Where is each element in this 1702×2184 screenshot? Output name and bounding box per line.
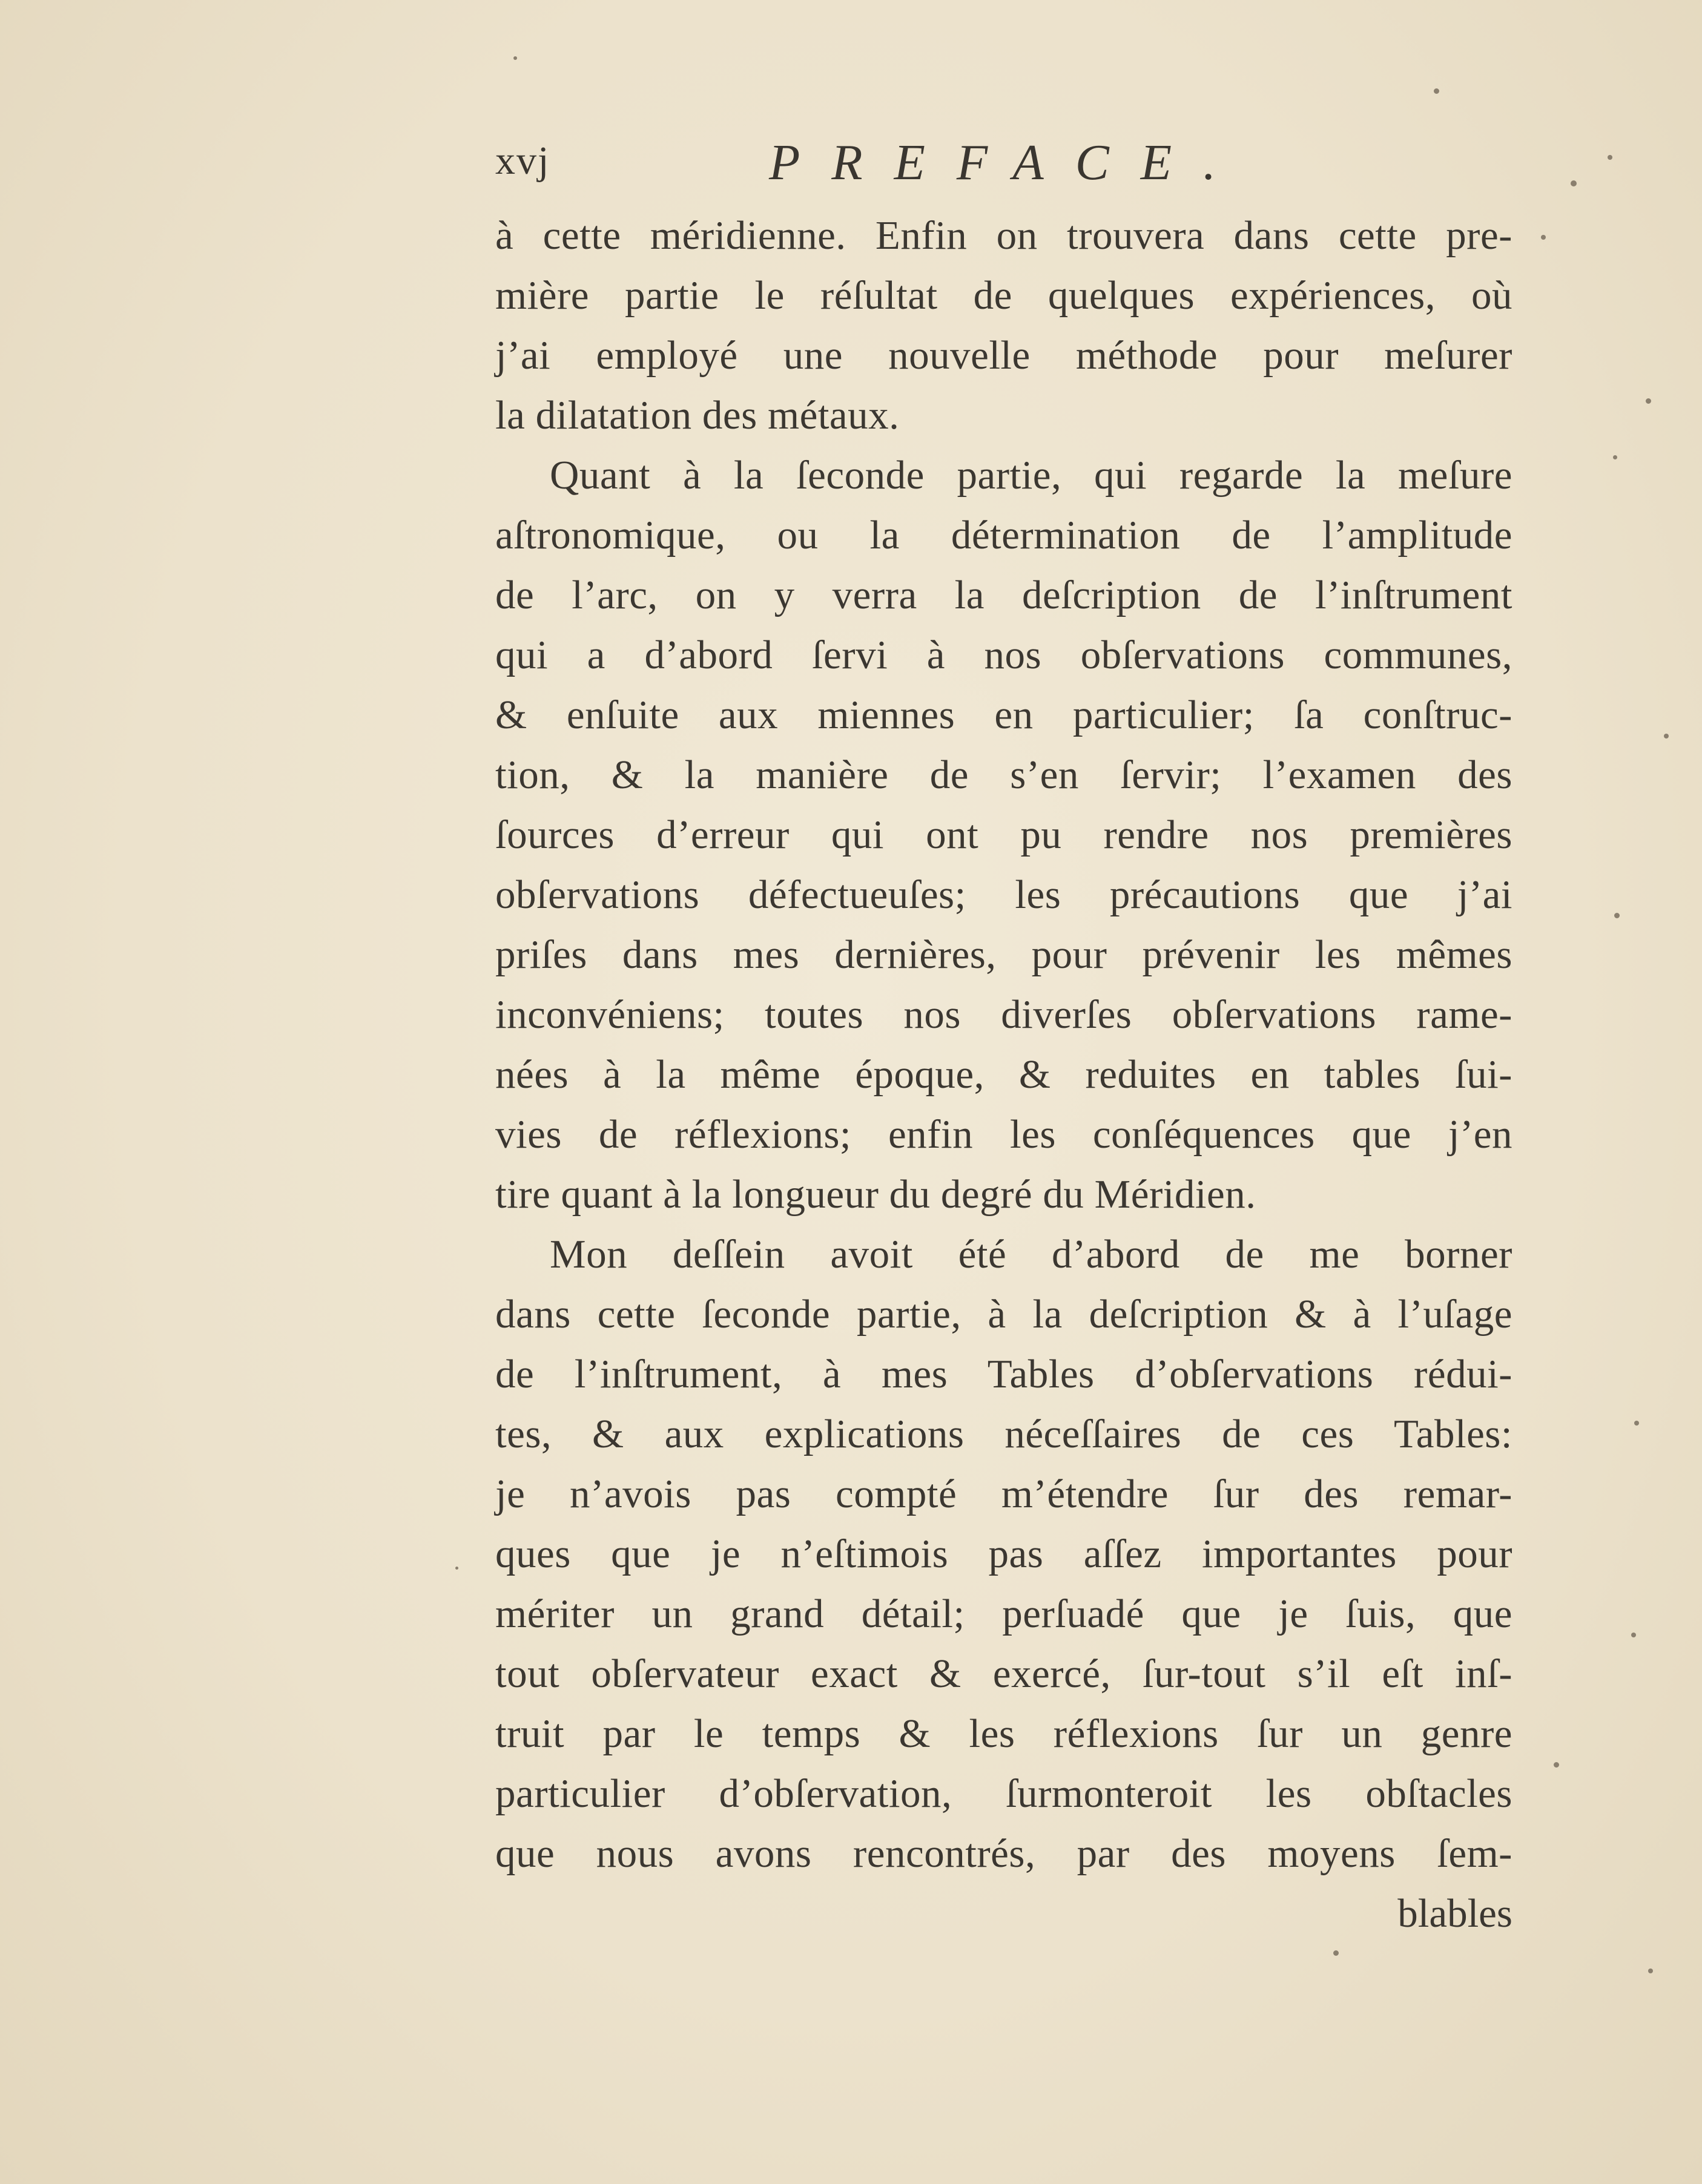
paper-speck	[1664, 734, 1669, 738]
text-line: que nous avons rencontrés, par des moyens ſem-	[495, 1831, 1512, 1876]
text-line: qui a d’abord ſervi à nos obſervations communes,	[495, 633, 1512, 677]
text-line: ſources d’erreur qui ont pu rendre nos premières	[495, 812, 1512, 857]
text-line: de l’inſtrument, à mes Tables d’obſervations rédui-	[495, 1352, 1512, 1396]
text-line: vies de réflexions; enfin les conſéquences que j’en	[495, 1112, 1512, 1157]
text-line: inconvéniens; toutes nos diverſes obſervations rame-	[495, 992, 1512, 1037]
paper-speck	[1541, 235, 1546, 240]
text-line: nées à la même époque, & reduites en tables ſui-	[495, 1052, 1512, 1097]
text-line: & enſuite aux miennes en particulier; ſa conſtruc-	[495, 692, 1512, 737]
body-text	[495, 206, 1512, 1944]
text-line: tire quant à la longueur du degré du Méridien.	[495, 1172, 1256, 1217]
paper-speck	[1648, 1969, 1653, 1973]
text-line: la dilatation des métaux.	[495, 393, 900, 438]
text-line: particulier d’obſervation, ſurmonteroit les obſtacles	[495, 1771, 1512, 1816]
text-line: ques que je n’eſtimois pas aſſez importantes pour	[495, 1531, 1512, 1576]
text-line: Mon deſſein avoit été d’abord de me borner	[550, 1232, 1512, 1277]
text-line: à cette méridienne. Enfin on trouvera dans cette pre-	[495, 213, 1512, 258]
text-line: dans cette ſeconde partie, à la deſcription & à l’uſage	[495, 1292, 1512, 1337]
paper-speck	[1434, 88, 1439, 94]
text-line: tion, & la manière de s’en ſervir; l’examen des	[495, 752, 1512, 797]
paper-speck	[1571, 180, 1577, 186]
text-line: mière partie le réſultat de quelques expériences, où	[495, 273, 1512, 318]
catchword: blables	[1397, 1891, 1512, 1936]
paper-speck	[1333, 1950, 1339, 1956]
paper-speck	[1608, 155, 1612, 160]
page-number: xvj	[495, 139, 550, 183]
text-line: je n’avois pas compté m’étendre ſur des remar-	[495, 1472, 1512, 1516]
running-head: PREFACE.	[769, 134, 1248, 191]
page-header	[0, 134, 1702, 205]
text-line: truit par le temps & les réflexions ſur un genre	[495, 1711, 1512, 1756]
text-line: Quant à la ſeconde partie, qui regarde la meſure	[550, 453, 1512, 498]
text-line: j’ai employé une nouvelle méthode pour meſurer	[495, 333, 1512, 378]
paper-speck	[1554, 1762, 1559, 1768]
paper-speck	[1646, 398, 1651, 404]
text-line: tes, & aux explications néceſſaires de ces Tables:	[495, 1412, 1512, 1456]
paper-speck	[1614, 913, 1620, 918]
text-line: tout obſervateur exact & exercé, ſur-tout s’il eſt inſ-	[495, 1651, 1512, 1696]
paper-speck	[1631, 1633, 1636, 1637]
text-line: de l’arc, on y verra la deſcription de l’inſtrument	[495, 573, 1512, 617]
text-line: priſes dans mes dernières, pour prévenir les mêmes	[495, 932, 1512, 977]
paper-speck	[513, 56, 517, 60]
paper-speck	[1634, 1421, 1639, 1426]
paper-speck	[1613, 455, 1617, 459]
text-line: mériter un grand détail; perſuadé que je ſuis, que	[495, 1591, 1512, 1636]
paper-speck	[455, 1567, 458, 1570]
text-line: aſtronomique, ou la détermination de l’amplitude	[495, 513, 1512, 558]
text-line: obſervations défectueuſes; les précautions que j’ai	[495, 872, 1512, 917]
